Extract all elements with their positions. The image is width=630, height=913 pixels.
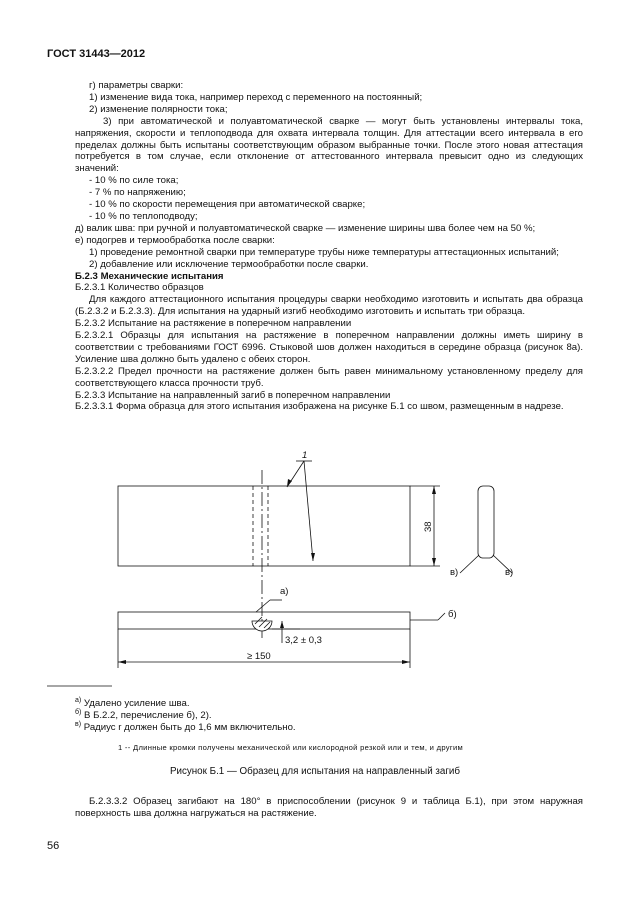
leader-line (438, 613, 445, 620)
subsection-heading: Б.2.3.1 Количество образцов (75, 282, 204, 294)
paragraph: 2) изменение полярности тока; (89, 103, 228, 115)
arrowhead (311, 553, 315, 561)
page-number: 56 (47, 840, 60, 852)
weld-label: а) (280, 586, 289, 597)
paragraph: Для каждого аттестационного испытания процедуры сварки необходимо изготовить и испытать два образца (Б.2.3.2 и Б.2.3.3). Для испытания на ударный изгиб необходимо изготовить и испытать три образца. (75, 294, 583, 318)
paragraph: 3) при автоматической и полуавтоматической сварке — могут быть установлены интервалы тока, напряжения, скорости и теплоподвода для охвата интервала толщин. Для аттестации всего интервала в его пределах должны быть испытаны соответствующим образом выбранные точки. После этого новая аттестация потребуется в том случае, если отклонение от аттестованного интервала превысит одно из следующих значений: (75, 115, 583, 175)
paragraph: Б.2.3.3.2 Образец загибают на 180° в приспособлении (рисунок 9 и таблица Б.1), при этом наружная поверхность шва должна нагружаться на растяжение. (75, 796, 583, 819)
subsection-heading: Б.2.3.3 Испытание на направленный загиб в поперечном направлении (75, 389, 391, 401)
footnote-mark: а) (75, 697, 82, 704)
depth-dimension: 3,2 ± 0,3 (285, 635, 322, 646)
paragraph: 2) добавление или исключение термообработки после сварки. (89, 258, 369, 270)
height-dimension: 38 (423, 521, 434, 532)
arrowhead (118, 660, 126, 664)
subsection-heading: Б.2.3.2 Испытание на растяжение в поперечном направлении (75, 318, 352, 330)
paragraph: д) валик шва: при ручной и полуавтоматической сварке — изменение ширины шва более чем на 50 %; (75, 222, 536, 234)
leader-line (460, 555, 479, 573)
arrowhead (432, 486, 436, 494)
figure-note: 1 -- Длинные кромки получены механической или кислородной резкой или и тем, и другим (118, 743, 464, 752)
paragraph: 1) проведение ремонтной сварки при температуре трубы ниже температуры аттестационных испытаний; (89, 246, 559, 258)
paragraph: г) параметры сварки: (89, 80, 184, 91)
footnote-text: Радиус r должен быть до 1,6 мм включительно. (83, 722, 296, 734)
list-item: - 10 % по теплоподводу; (89, 210, 198, 222)
arrowhead (280, 621, 284, 628)
leader-line (256, 600, 270, 612)
document-header: ГОСТ 31443—2012 (47, 48, 146, 60)
arrowhead (402, 660, 410, 664)
list-item: - 10 % по скорости перемещения при автоматической сварке; (89, 199, 366, 211)
paragraph: Б.2.3.3.1 Форма образца для этого испытания изображена на рисунке Б.1 со швом, размещенным в надрезе. (75, 401, 564, 413)
paragraph: е) подогрев и термообработка после сварки: (75, 234, 275, 246)
length-dimension: ≥ 150 (247, 651, 271, 662)
paragraph: Б.2.3.2.1 Образцы для испытания на растяжение в поперечном направлении должны иметь ширину в соответствии с требованиями ГОСТ 6996. Стыковой шов должен находиться в середине образца (рисунок 8а). Усиление шва должно быть удалено с обеих сторон. (75, 330, 583, 365)
footnote-text: В Б.2.2, перечисление б), 2). (84, 710, 212, 722)
footnote (75, 719, 296, 734)
leader-line (304, 461, 313, 561)
list-item: - 10 % по силе тока; (89, 175, 179, 187)
list-item: - 7 % по напряжению; (89, 187, 186, 199)
specimen-top-view (118, 486, 410, 566)
paragraph: 1) изменение вида тока, например переход с переменного на постоянный; (89, 91, 423, 103)
section-heading: Б.2.3 Механические испытания (75, 270, 224, 282)
radius-label-right: в) (505, 567, 514, 578)
footnote-mark: б) (75, 709, 82, 716)
figure-caption: Рисунок Б.1 — Образец для испытания на направленный загиб (169, 766, 461, 777)
footnote-mark: в) (75, 721, 82, 728)
arrowhead (432, 558, 436, 566)
paragraph: Б.2.3.2.2 Предел прочности на растяжение должен быть равен минимальному установленному пределу для соответствующего класса прочности труб. (75, 365, 583, 389)
radius-label-left: в) (450, 567, 459, 578)
surface-label: б) (448, 609, 457, 620)
footnote-text: Удалено усиление шва. (83, 698, 190, 710)
specimen-section-view (478, 486, 494, 558)
leader-label: 1 (302, 450, 308, 461)
